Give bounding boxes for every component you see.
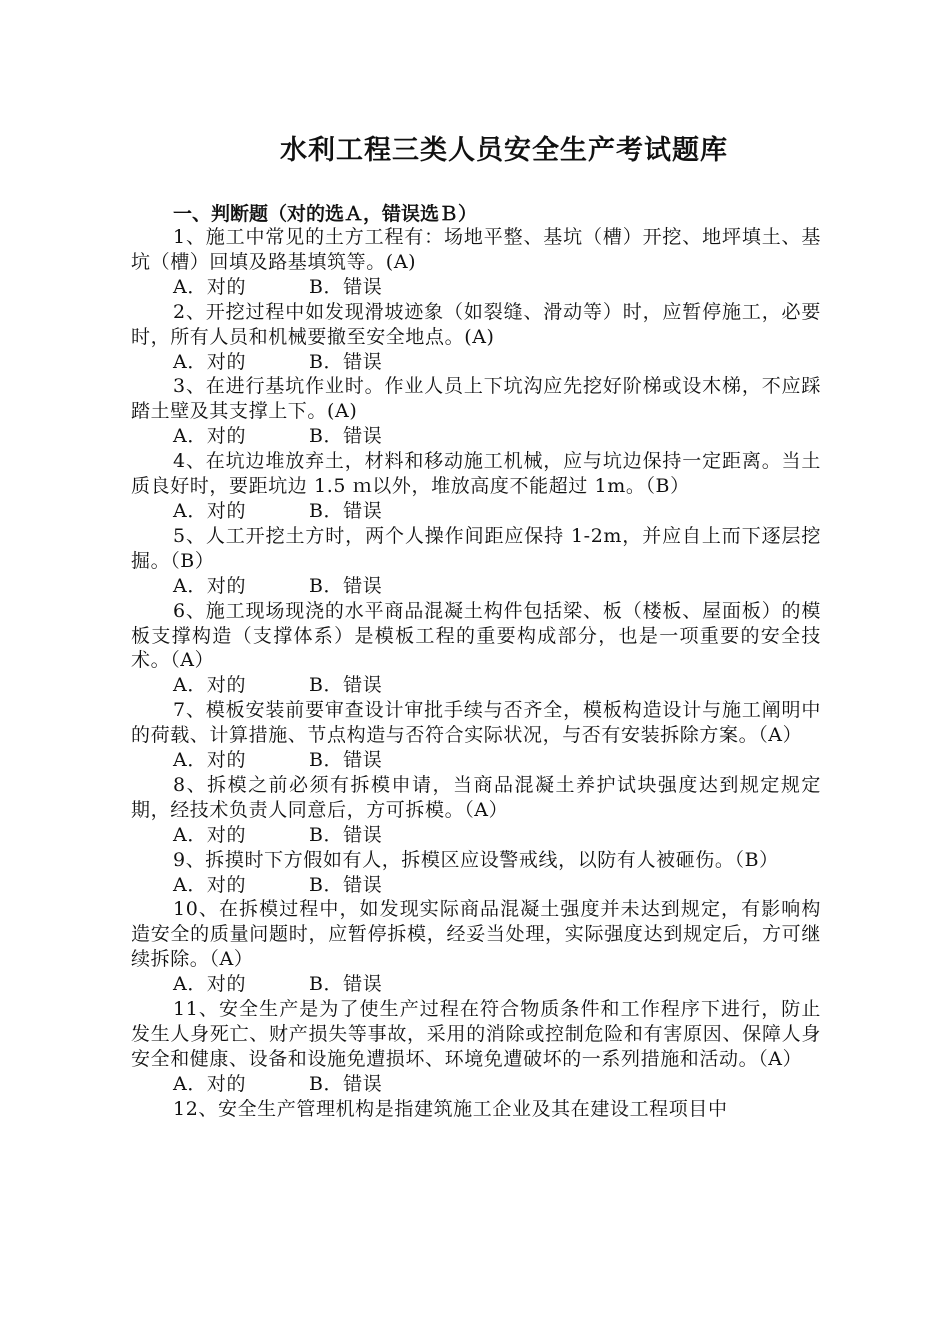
question-text: 10、在拆模过程中，如发现实际商品混凝土强度并未达到规定，有影响构造安全的质量问题时，应暂停拆模，经妥当处理，实际强度达到规定后，方可继续拆除。（A） [131,898,821,971]
question-text: 2、开挖过程中如发现滑坡迹象（如裂缝、滑动等）时，应暂停施工，必要时，所有人员和机械要撤至安全地点。(A) [131,300,821,348]
answer-options [131,673,821,698]
document-title: 水利工程三类人员安全生产考试题库 [280,135,728,166]
option-b: B．错误 [309,350,383,373]
answer-options [131,275,821,300]
question-text: 9、拆摸时下方假如有人，拆模区应设警戒线，以防有人被砸伤。（B） [173,848,779,871]
question-text: 1、施工中常见的土方工程有：场地平整、基坑（槽）开挖、地坪填土、基坑（槽）回填及路基填筑等。(A) [131,226,821,273]
answer-options [131,748,821,773]
option-b: B．错误 [309,275,383,298]
option-a: A．对的 [173,674,247,697]
option-b: B．错误 [309,873,383,896]
option-b: B．错误 [309,823,383,846]
answer-options [131,823,821,848]
option-b: B．错误 [309,973,383,996]
section-heading: 一、判断题（对的选Ａ，错误选Ｂ） [173,203,478,225]
answer-options [131,1072,821,1097]
answer-options [131,574,821,599]
option-b: B．错误 [309,425,383,448]
question-text: 11、安全生产是为了使生产过程在符合物质条件和工作程序下进行，防止发生人身死亡、财产损失等事故，采用的消除或控制危险和有害原因、保障人身安全和健康、设备和设施免遭损坏、环境免遭破坏的一系列措施和活动。（A） [131,998,821,1070]
option-a: A．对的 [173,350,247,373]
option-a: A．对的 [173,973,247,996]
option-a: A．对的 [173,425,247,448]
option-b: B．错误 [309,749,383,772]
question-text: 3、在进行基坑作业时。作业人员上下坑沟应先挖好阶梯或设木梯，不应踩踏土壁及其支撑上下。(A) [131,375,821,423]
answer-options [131,972,821,997]
option-a: A．对的 [173,873,247,896]
question-text: 7、模板安装前要审查设计审批手续与否齐全，模板构造设计与施工阐明中的荷载、计算措施、节点构造与否符合实际状况，与否有安装拆除方案。（A） [131,699,821,747]
question-text: 4、在坑边堆放弃土，材料和移动施工机械，应与坑边保持一定距离。当土质良好时，要距坑边 1.5 ｍ以外，堆放高度不能超过 1m。（B） [131,450,821,498]
answer-options [131,350,821,375]
answer-options [131,873,821,898]
option-a: A．对的 [173,499,247,522]
option-a: A．对的 [173,1072,247,1095]
option-b: B．错误 [309,674,383,697]
answer-options [131,424,821,449]
option-b: B．错误 [309,1072,383,1095]
question-text: 6、施工现场现浇的水平商品混凝土构件包括梁、板（楼板、屋面板）的模板支撑构造（支撑体系）是模板工程的重要构成部分，也是一项重要的安全技术。（A） [131,599,821,672]
question-text-partial: 12、安全生产管理机构是指建筑施工企业及其在建设工程项目中 [173,1097,728,1120]
option-b: B．错误 [309,574,383,597]
question-list [131,225,821,1122]
option-a: A．对的 [173,574,247,597]
option-a: A．对的 [173,749,247,772]
option-b: B．错误 [309,499,383,522]
question-text: 8、拆模之前必须有拆模申请，当商品混凝土养护试块强度达到规定规定期，经技术负责人同意后，方可拆模。（A） [131,773,821,821]
answer-options [131,499,821,524]
question-text: 5、人工开挖土方时，两个人操作间距应保持 1-2m，并应自上而下逐层挖掘。（B） [131,524,821,572]
option-a: A．对的 [173,275,247,298]
option-a: A．对的 [173,823,247,846]
